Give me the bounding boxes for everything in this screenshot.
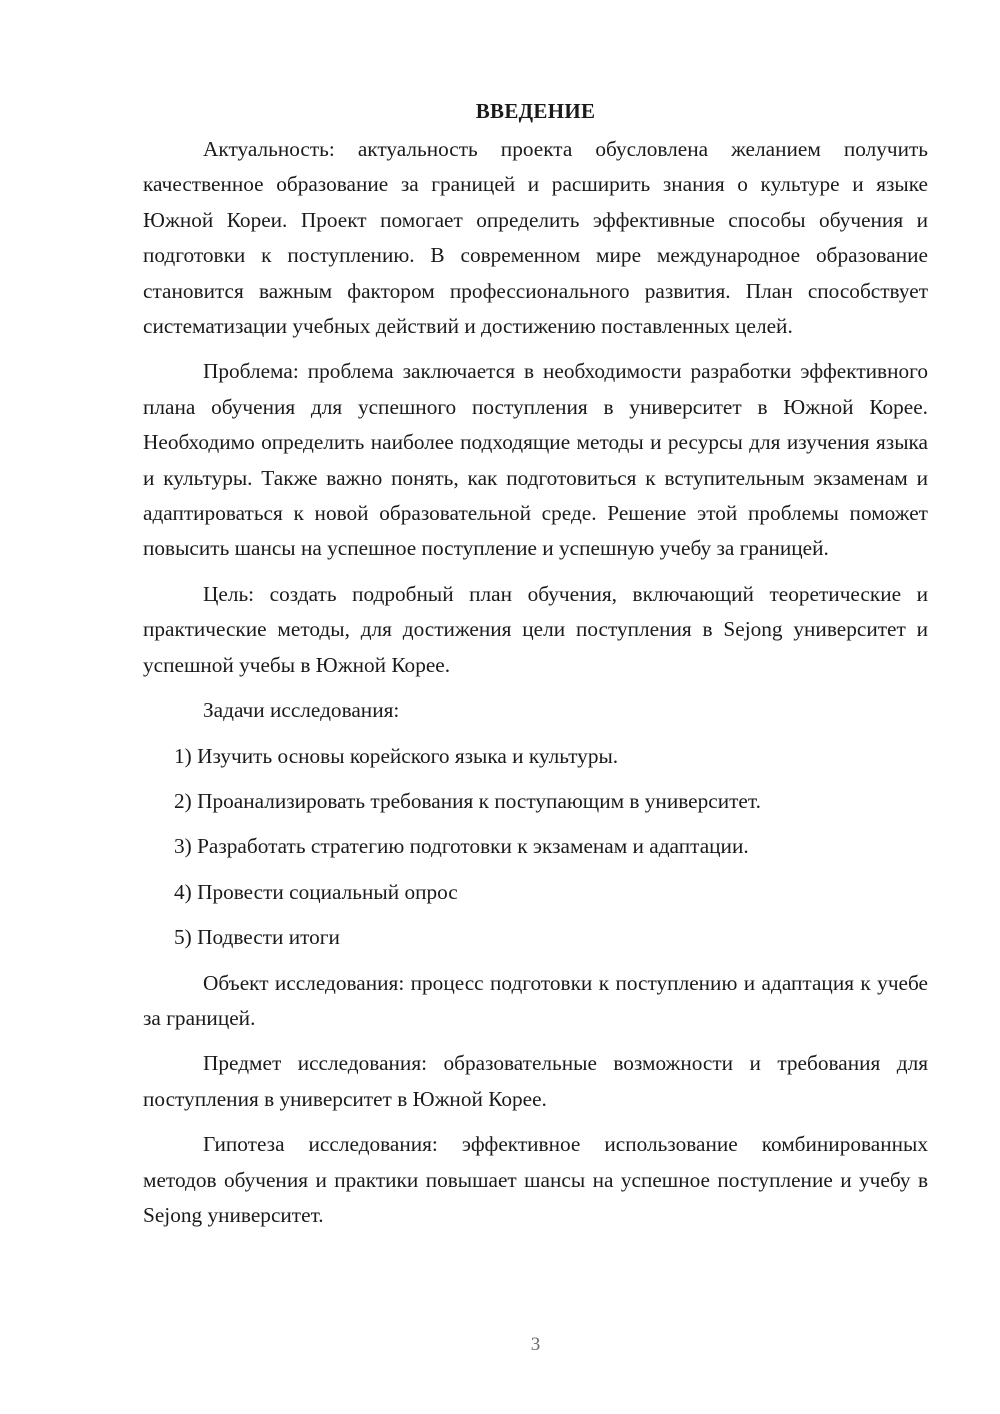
subject-paragraph: Предмет исследования: образовательные возможности и требования для поступления в университет в Южной Корее. xyxy=(143,1051,928,1111)
object-paragraph: Объект исследования: процесс подготовки к поступлению и адаптация к учебе за границей. xyxy=(143,970,928,1030)
hypothesis-paragraph: Гипотеза исследования: эффективное использование комбинированных методов обучения и практики повышает шансы на успешное поступление и учебу в Sejong университет. xyxy=(143,1132,928,1227)
goal-paragraph: Цель: создать подробный план обучения, включающий теоретические и практические методы, для достижения цели поступления в Sejong университет и успешной учебы в Южной Корее. xyxy=(143,581,928,677)
list-item: 3) Разработать стратегию подготовки к экзаменам и адаптации. xyxy=(174,834,749,859)
list-item: 5) Подвести итоги xyxy=(174,925,340,950)
tasks-heading: Задачи исследования: xyxy=(203,698,400,723)
document-page xyxy=(143,96,928,1243)
tasks-list xyxy=(143,739,928,956)
list-item: 4) Провести социальный опрос xyxy=(174,879,458,904)
problem-paragraph: Проблема: проблема заключается в необходимости разработки эффективного плана обучения для успешного поступления в университет в Южной Корее. Необходимо определить наиболее подходящие методы и ресурсы для изучения языка и культуры. Также важно понять, как подготовиться к вступительным экзаменам и адаптироваться к новой образовательной среде. Решение этой проблемы поможет повысить шансы на успешное поступление и успешную учебу за границей. xyxy=(143,359,928,561)
list-item: 1) Изучить основы корейского языка и культуры. xyxy=(174,743,619,768)
page-number: 3 xyxy=(530,1334,541,1355)
section-title: ВВЕДЕНИЕ xyxy=(475,99,596,123)
relevance-paragraph: Актуальность: актуальность проекта обусловлена желанием получить качественное образование за границей и расширить знания о культуре и языке Южной Кореи. Проект помогает определить эффективные способы обучения и подготовки к поступлению. В современном мире международное образование становится важным фактором профессионального развития. План способствует систематизации учебных действий и достижению поставленных целей. xyxy=(143,137,928,339)
list-item: 2) Проанализировать требования к поступающим в университет. xyxy=(174,788,761,813)
